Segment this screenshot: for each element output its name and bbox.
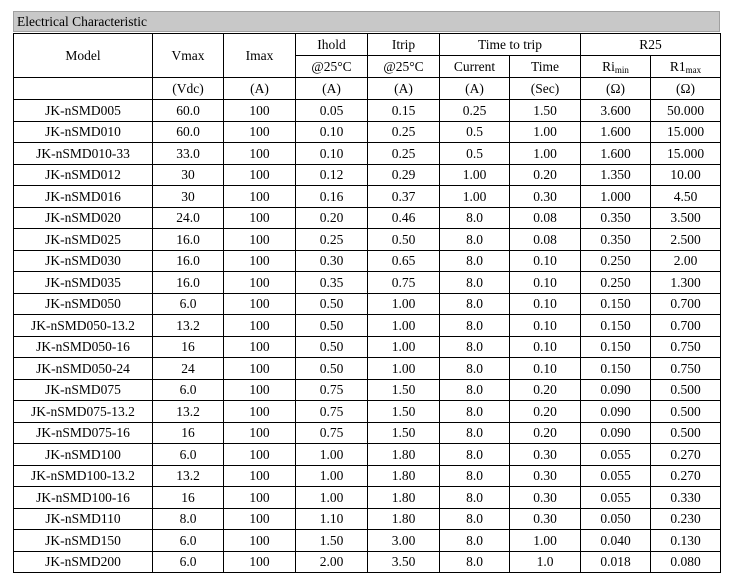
cell-trip-current: 8.0 — [440, 250, 510, 272]
cell-trip-time: 0.10 — [510, 272, 581, 294]
cell-trip-time: 0.10 — [510, 293, 581, 315]
cell-rimin: 0.018 — [581, 551, 651, 573]
cell-imax: 100 — [224, 551, 296, 573]
cell-trip-time: 0.08 — [510, 207, 581, 229]
header-r1max — [651, 56, 721, 78]
cell-itrip: 0.29 — [368, 164, 440, 186]
cell-r1max: 3.500 — [651, 207, 721, 229]
cell-rimin: 0.350 — [581, 207, 651, 229]
cell-itrip: 1.80 — [368, 444, 440, 466]
table-row — [14, 164, 721, 186]
cell-model: JK-nSMD100-13.2 — [14, 465, 153, 487]
header-rimin-base: Ri — [602, 59, 615, 74]
cell-model: JK-nSMD025 — [14, 229, 153, 251]
cell-itrip: 1.80 — [368, 465, 440, 487]
cell-rimin: 0.090 — [581, 422, 651, 444]
cell-ihold: 0.25 — [296, 229, 368, 251]
cell-vmax: 8.0 — [153, 508, 224, 530]
electrical-characteristic-table — [13, 33, 721, 573]
table-row — [14, 186, 721, 208]
cell-vmax: 6.0 — [153, 293, 224, 315]
cell-trip-time: 0.30 — [510, 444, 581, 466]
cell-rimin: 0.050 — [581, 508, 651, 530]
cell-rimin: 1.600 — [581, 143, 651, 165]
header-row-1 — [14, 34, 721, 56]
cell-r1max: 50.000 — [651, 100, 721, 122]
cell-model: JK-nSMD110 — [14, 508, 153, 530]
cell-ihold: 0.75 — [296, 401, 368, 423]
cell-model: JK-nSMD075 — [14, 379, 153, 401]
cell-itrip: 1.50 — [368, 422, 440, 444]
cell-trip-time: 0.20 — [510, 422, 581, 444]
cell-r1max: 1.300 — [651, 272, 721, 294]
header-r1max-base: R1 — [669, 59, 686, 74]
cell-trip-current: 8.0 — [440, 379, 510, 401]
header-vmax: Vmax — [153, 34, 224, 78]
cell-trip-time: 0.10 — [510, 358, 581, 380]
cell-model: JK-nSMD020 — [14, 207, 153, 229]
cell-itrip: 1.00 — [368, 293, 440, 315]
cell-imax: 100 — [224, 100, 296, 122]
header-units-row — [14, 78, 721, 100]
table-row — [14, 422, 721, 444]
cell-ihold: 0.05 — [296, 100, 368, 122]
cell-ihold: 2.00 — [296, 551, 368, 573]
cell-vmax: 6.0 — [153, 379, 224, 401]
cell-ihold: 0.20 — [296, 207, 368, 229]
cell-rimin: 3.600 — [581, 100, 651, 122]
cell-vmax: 6.0 — [153, 444, 224, 466]
cell-vmax: 60.0 — [153, 100, 224, 122]
cell-model: JK-nSMD075-16 — [14, 422, 153, 444]
cell-model: JK-nSMD030 — [14, 250, 153, 272]
cell-trip-time: 0.20 — [510, 379, 581, 401]
cell-trip-time: 0.30 — [510, 186, 581, 208]
cell-vmax: 13.2 — [153, 465, 224, 487]
cell-itrip: 1.80 — [368, 487, 440, 509]
cell-r1max: 15.000 — [651, 121, 721, 143]
cell-model: JK-nSMD010-33 — [14, 143, 153, 165]
cell-trip-time: 0.20 — [510, 164, 581, 186]
table-row — [14, 487, 721, 509]
cell-model: JK-nSMD050-16 — [14, 336, 153, 358]
cell-trip-current: 8.0 — [440, 444, 510, 466]
cell-vmax: 16 — [153, 422, 224, 444]
cell-vmax: 13.2 — [153, 315, 224, 337]
cell-ihold: 0.12 — [296, 164, 368, 186]
table-row — [14, 207, 721, 229]
header-itrip: Itrip — [368, 34, 440, 56]
table-row — [14, 444, 721, 466]
header-ihold-condition: @25°C — [296, 56, 368, 78]
header-model: Model — [14, 34, 153, 78]
unit-rimin: (Ω) — [581, 78, 651, 100]
cell-r1max: 10.00 — [651, 164, 721, 186]
unit-imax: (A) — [224, 78, 296, 100]
cell-model: JK-nSMD075-13.2 — [14, 401, 153, 423]
cell-r1max: 0.750 — [651, 358, 721, 380]
cell-imax: 100 — [224, 293, 296, 315]
cell-rimin: 0.250 — [581, 272, 651, 294]
cell-r1max: 0.130 — [651, 530, 721, 552]
cell-ihold: 1.00 — [296, 487, 368, 509]
cell-ihold: 0.16 — [296, 186, 368, 208]
cell-trip-time: 1.00 — [510, 530, 581, 552]
cell-ihold: 0.75 — [296, 379, 368, 401]
cell-imax: 100 — [224, 272, 296, 294]
cell-itrip: 0.15 — [368, 100, 440, 122]
cell-itrip: 3.00 — [368, 530, 440, 552]
cell-trip-current: 0.25 — [440, 100, 510, 122]
cell-trip-time: 0.30 — [510, 487, 581, 509]
cell-vmax: 30 — [153, 186, 224, 208]
header-current: Current — [440, 56, 510, 78]
cell-model: JK-nSMD035 — [14, 272, 153, 294]
cell-trip-current: 8.0 — [440, 530, 510, 552]
cell-ihold: 1.50 — [296, 530, 368, 552]
cell-r1max: 0.500 — [651, 379, 721, 401]
cell-itrip: 0.37 — [368, 186, 440, 208]
cell-itrip: 1.00 — [368, 358, 440, 380]
cell-ihold: 0.50 — [296, 358, 368, 380]
cell-ihold: 0.30 — [296, 250, 368, 272]
cell-trip-current: 8.0 — [440, 272, 510, 294]
table-row — [14, 121, 721, 143]
cell-vmax: 13.2 — [153, 401, 224, 423]
cell-trip-current: 0.5 — [440, 121, 510, 143]
cell-trip-time: 0.10 — [510, 315, 581, 337]
cell-imax: 100 — [224, 401, 296, 423]
cell-rimin: 0.350 — [581, 229, 651, 251]
table-row — [14, 530, 721, 552]
cell-trip-current: 8.0 — [440, 315, 510, 337]
cell-imax: 100 — [224, 508, 296, 530]
cell-rimin: 0.055 — [581, 465, 651, 487]
header-time: Time — [510, 56, 581, 78]
cell-ihold: 0.75 — [296, 422, 368, 444]
cell-trip-time: 1.50 — [510, 100, 581, 122]
cell-trip-current: 8.0 — [440, 422, 510, 444]
cell-r1max: 0.700 — [651, 315, 721, 337]
cell-r1max: 0.270 — [651, 465, 721, 487]
cell-trip-time: 1.0 — [510, 551, 581, 573]
cell-imax: 100 — [224, 379, 296, 401]
cell-rimin: 0.090 — [581, 379, 651, 401]
table-row — [14, 250, 721, 272]
header-ihold: Ihold — [296, 34, 368, 56]
cell-itrip: 0.46 — [368, 207, 440, 229]
cell-model: JK-nSMD200 — [14, 551, 153, 573]
table-row — [14, 401, 721, 423]
cell-trip-time: 1.00 — [510, 121, 581, 143]
cell-model: JK-nSMD100-16 — [14, 487, 153, 509]
cell-trip-current: 8.0 — [440, 508, 510, 530]
cell-trip-current: 1.00 — [440, 164, 510, 186]
unit-ihold: (A) — [296, 78, 368, 100]
cell-imax: 100 — [224, 186, 296, 208]
cell-itrip: 1.50 — [368, 401, 440, 423]
cell-itrip: 1.50 — [368, 379, 440, 401]
cell-trip-current: 0.5 — [440, 143, 510, 165]
cell-model: JK-nSMD050-24 — [14, 358, 153, 380]
cell-trip-current: 8.0 — [440, 487, 510, 509]
cell-itrip: 1.00 — [368, 315, 440, 337]
cell-r1max: 0.230 — [651, 508, 721, 530]
cell-r1max: 0.700 — [651, 293, 721, 315]
header-r1max-sub: max — [685, 65, 702, 75]
cell-vmax: 30 — [153, 164, 224, 186]
cell-vmax: 33.0 — [153, 143, 224, 165]
cell-trip-time: 1.00 — [510, 143, 581, 165]
header-imax: Imax — [224, 34, 296, 78]
cell-vmax: 16.0 — [153, 229, 224, 251]
header-itrip-condition: @25°C — [368, 56, 440, 78]
table-row — [14, 551, 721, 573]
cell-imax: 100 — [224, 336, 296, 358]
cell-r1max: 2.00 — [651, 250, 721, 272]
unit-model-empty — [14, 78, 153, 100]
cell-rimin: 0.250 — [581, 250, 651, 272]
cell-itrip: 0.25 — [368, 121, 440, 143]
cell-trip-current: 8.0 — [440, 358, 510, 380]
table-row — [14, 336, 721, 358]
cell-trip-current: 8.0 — [440, 465, 510, 487]
cell-ihold: 0.50 — [296, 315, 368, 337]
cell-imax: 100 — [224, 465, 296, 487]
cell-imax: 100 — [224, 315, 296, 337]
cell-r1max: 0.270 — [651, 444, 721, 466]
cell-trip-time: 0.20 — [510, 401, 581, 423]
cell-imax: 100 — [224, 229, 296, 251]
cell-vmax: 16.0 — [153, 272, 224, 294]
cell-itrip: 3.50 — [368, 551, 440, 573]
cell-trip-current: 1.00 — [440, 186, 510, 208]
cell-r1max: 0.080 — [651, 551, 721, 573]
cell-ihold: 1.00 — [296, 465, 368, 487]
cell-imax: 100 — [224, 487, 296, 509]
cell-vmax: 16.0 — [153, 250, 224, 272]
cell-rimin: 0.150 — [581, 358, 651, 380]
table-row — [14, 293, 721, 315]
cell-rimin: 0.090 — [581, 401, 651, 423]
cell-r1max: 0.500 — [651, 401, 721, 423]
cell-vmax: 24 — [153, 358, 224, 380]
cell-vmax: 6.0 — [153, 530, 224, 552]
cell-trip-current: 8.0 — [440, 229, 510, 251]
cell-trip-time: 0.30 — [510, 508, 581, 530]
cell-ihold: 0.50 — [296, 336, 368, 358]
table-row — [14, 315, 721, 337]
table-row — [14, 358, 721, 380]
cell-vmax: 24.0 — [153, 207, 224, 229]
cell-ihold: 1.10 — [296, 508, 368, 530]
header-r25: R25 — [581, 34, 721, 56]
cell-itrip: 1.80 — [368, 508, 440, 530]
cell-model: JK-nSMD012 — [14, 164, 153, 186]
table-row — [14, 272, 721, 294]
cell-trip-current: 8.0 — [440, 207, 510, 229]
unit-current: (A) — [440, 78, 510, 100]
cell-rimin: 1.600 — [581, 121, 651, 143]
cell-rimin: 0.055 — [581, 444, 651, 466]
cell-ihold: 0.50 — [296, 293, 368, 315]
table-row — [14, 143, 721, 165]
unit-r1max: (Ω) — [651, 78, 721, 100]
cell-trip-current: 8.0 — [440, 551, 510, 573]
cell-ihold: 0.10 — [296, 143, 368, 165]
cell-imax: 100 — [224, 422, 296, 444]
cell-rimin: 1.000 — [581, 186, 651, 208]
cell-trip-time: 0.10 — [510, 250, 581, 272]
cell-r1max: 2.500 — [651, 229, 721, 251]
cell-trip-time: 0.10 — [510, 336, 581, 358]
cell-imax: 100 — [224, 250, 296, 272]
table-row — [14, 508, 721, 530]
header-time-to-trip: Time to trip — [440, 34, 581, 56]
cell-vmax: 60.0 — [153, 121, 224, 143]
cell-imax: 100 — [224, 207, 296, 229]
cell-trip-current: 8.0 — [440, 401, 510, 423]
unit-itrip: (A) — [368, 78, 440, 100]
cell-rimin: 0.150 — [581, 315, 651, 337]
cell-trip-current: 8.0 — [440, 293, 510, 315]
unit-time: (Sec) — [510, 78, 581, 100]
cell-r1max: 0.500 — [651, 422, 721, 444]
header-rimin-sub: min — [614, 65, 629, 75]
cell-rimin: 0.150 — [581, 293, 651, 315]
cell-model: JK-nSMD010 — [14, 121, 153, 143]
cell-imax: 100 — [224, 121, 296, 143]
table-row — [14, 465, 721, 487]
cell-vmax: 16 — [153, 336, 224, 358]
cell-itrip: 0.50 — [368, 229, 440, 251]
cell-imax: 100 — [224, 530, 296, 552]
cell-model: JK-nSMD150 — [14, 530, 153, 552]
cell-model: JK-nSMD100 — [14, 444, 153, 466]
cell-itrip: 0.65 — [368, 250, 440, 272]
cell-ihold: 0.10 — [296, 121, 368, 143]
cell-model: JK-nSMD050-13.2 — [14, 315, 153, 337]
cell-itrip: 0.75 — [368, 272, 440, 294]
cell-vmax: 6.0 — [153, 551, 224, 573]
table-row — [14, 379, 721, 401]
cell-imax: 100 — [224, 444, 296, 466]
table-row — [14, 100, 721, 122]
table-row — [14, 229, 721, 251]
cell-trip-time: 0.08 — [510, 229, 581, 251]
cell-model: JK-nSMD016 — [14, 186, 153, 208]
cell-imax: 100 — [224, 164, 296, 186]
cell-rimin: 1.350 — [581, 164, 651, 186]
cell-rimin: 0.150 — [581, 336, 651, 358]
cell-ihold: 0.35 — [296, 272, 368, 294]
cell-rimin: 0.040 — [581, 530, 651, 552]
cell-imax: 100 — [224, 143, 296, 165]
table-body — [14, 100, 721, 573]
section-title: Electrical Characteristic — [13, 11, 720, 32]
cell-r1max: 0.750 — [651, 336, 721, 358]
cell-vmax: 16 — [153, 487, 224, 509]
unit-vmax: (Vdc) — [153, 78, 224, 100]
cell-r1max: 4.50 — [651, 186, 721, 208]
cell-trip-time: 0.30 — [510, 465, 581, 487]
cell-ihold: 1.00 — [296, 444, 368, 466]
cell-model: JK-nSMD005 — [14, 100, 153, 122]
cell-imax: 100 — [224, 358, 296, 380]
cell-trip-current: 8.0 — [440, 336, 510, 358]
cell-itrip: 0.25 — [368, 143, 440, 165]
cell-model: JK-nSMD050 — [14, 293, 153, 315]
header-rimin — [581, 56, 651, 78]
cell-r1max: 15.000 — [651, 143, 721, 165]
cell-r1max: 0.330 — [651, 487, 721, 509]
cell-itrip: 1.00 — [368, 336, 440, 358]
cell-rimin: 0.055 — [581, 487, 651, 509]
